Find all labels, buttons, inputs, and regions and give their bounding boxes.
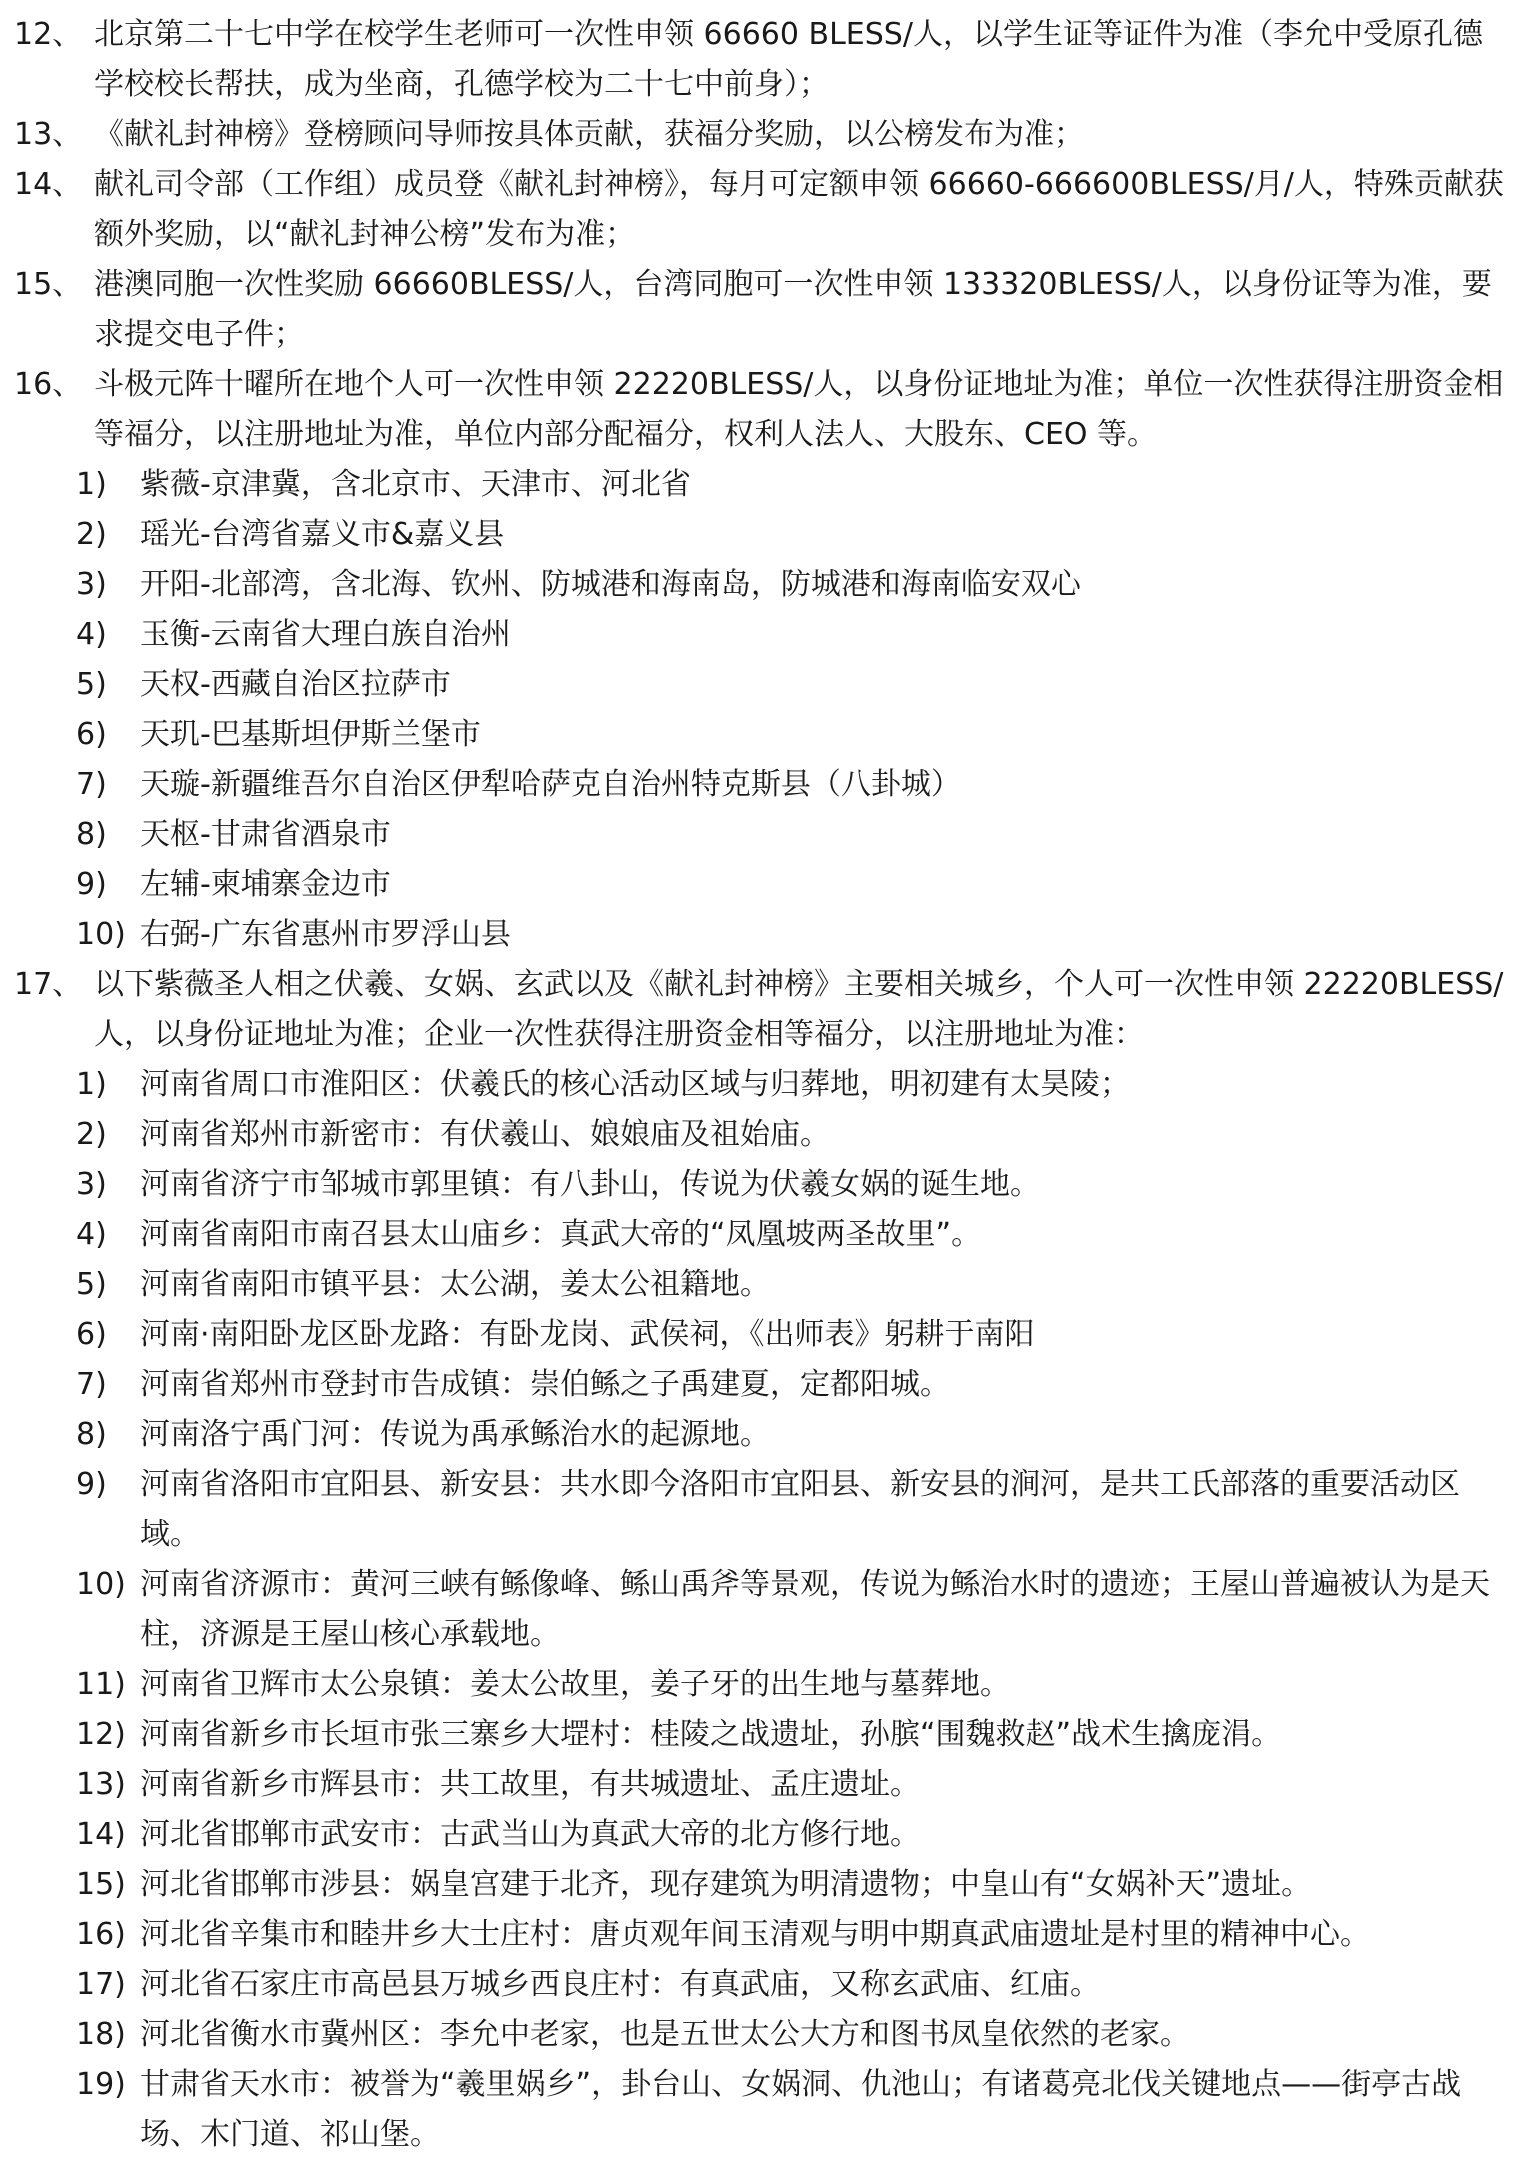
item-number: 15、 bbox=[14, 267, 83, 302]
sub-item-number: 16) bbox=[76, 1917, 126, 1952]
sub-item-text: 天枢-甘肃省酒泉市 bbox=[140, 817, 391, 852]
item-number: 16、 bbox=[14, 367, 83, 402]
sub-item-number: 13) bbox=[76, 1767, 126, 1802]
sub-item-number: 14) bbox=[76, 1817, 126, 1852]
sub-item-text: 河北省邯郸市涉县：娲皇宫建于北齐，现存建筑为明清遗物；中皇山有“女娲补天”遗址。 bbox=[140, 1867, 1312, 1902]
sub-list-item bbox=[14, 510, 1511, 560]
sub-item-number: 5) bbox=[76, 1267, 107, 1302]
sub-item-text: 左辅-柬埔寨金边市 bbox=[140, 867, 391, 902]
sub-list-item bbox=[14, 1260, 1511, 1310]
sub-item-text: 开阳-北部湾，含北海、钦州、防城港和海南岛，防城港和海南临安双心 bbox=[140, 567, 1081, 602]
sub-list-item bbox=[14, 1960, 1511, 2010]
sub-list-item bbox=[14, 660, 1511, 710]
sub-item-number: 12) bbox=[76, 1717, 126, 1752]
sub-item-text: 天玑-巴基斯坦伊斯兰堡市 bbox=[140, 717, 481, 752]
sub-item-text: 河南省洛阳市宜阳县、新安县：共水即今洛阳市宜阳县、新安县的涧河，是共工氏部落的重要活动区域。 bbox=[140, 1467, 1460, 1552]
item-text: 以下紫薇圣人相之伏羲、女娲、玄武以及《献礼封神榜》主要相关城乡，个人可一次性申领 22220BLESS/人，以身份证地址为准；企业一次性获得注册资金相等福分，以注册地址为准： bbox=[94, 967, 1504, 1052]
sub-item-number: 6) bbox=[76, 1317, 107, 1352]
sub-list-item bbox=[14, 1060, 1511, 1110]
sub-list-item bbox=[14, 860, 1511, 910]
sub-list-item bbox=[14, 1660, 1511, 1710]
sub-item-text: 河南省新乡市辉县市：共工故里，有共城遗址、孟庄遗址。 bbox=[140, 1767, 920, 1802]
sub-list-item bbox=[14, 910, 1511, 960]
sub-list-item bbox=[14, 560, 1511, 610]
sub-list-item bbox=[14, 2060, 1511, 2160]
sub-item-text: 河北省邯郸市武安市：古武当山为真武大帝的北方修行地。 bbox=[140, 1817, 920, 1852]
sub-item-number: 1) bbox=[76, 467, 107, 502]
sub-list-item bbox=[14, 2010, 1511, 2060]
sub-list-item bbox=[14, 1110, 1511, 1160]
sub-item-number: 3) bbox=[76, 567, 107, 602]
sub-item-number: 10) bbox=[76, 1567, 126, 1602]
sub-list-item bbox=[14, 1560, 1511, 1660]
sub-list-item bbox=[14, 1860, 1511, 1910]
sub-item-text: 右弼-广东省惠州市罗浮山县 bbox=[140, 917, 511, 952]
sub-item-number: 4) bbox=[76, 1217, 107, 1252]
item-text: 港澳同胞一次性奖励 66660BLESS/人，台湾同胞可一次性申领 133320BLESS/人，以身份证等为准，要求提交电子件； bbox=[94, 267, 1492, 352]
item-text: 斗极元阵十曜所在地个人可一次性申领 22220BLESS/人，以身份证地址为准；单位一次性获得注册资金相等福分，以注册地址为准，单位内部分配福分，权利人法人、大股东、CEO 等。 bbox=[94, 367, 1504, 452]
item-text: 北京第二十七中学在校学生老师可一次性申领 66660 BLESS/人，以学生证等证件为准（李允中受原孔德学校校长帮扶，成为坐商，孔德学校为二十七中前身）； bbox=[94, 17, 1483, 102]
sub-item-number: 1) bbox=[76, 1067, 107, 1102]
sub-item-number: 5) bbox=[76, 667, 107, 702]
sub-item-number: 8) bbox=[76, 817, 107, 852]
sub-item-text: 河南省南阳市南召县太山庙乡：真武大帝的“凤凰坡两圣故里”。 bbox=[140, 1217, 982, 1252]
sub-item-text: 河南省郑州市新密市：有伏羲山、娘娘庙及祖始庙。 bbox=[140, 1117, 830, 1152]
sub-item-text: 河北省石家庄市高邑县万城乡西良庄村：有真武庙，又称玄武庙、红庙。 bbox=[140, 1967, 1100, 2002]
sub-item-number: 7) bbox=[76, 1367, 107, 1402]
sub-item-number: 10) bbox=[76, 917, 126, 952]
sub-list-item bbox=[14, 1710, 1511, 1760]
sub-list-item bbox=[14, 1910, 1511, 1960]
sub-item-number: 6) bbox=[76, 717, 107, 752]
list-item-16 bbox=[14, 360, 1511, 460]
sub-list-item bbox=[14, 1310, 1511, 1360]
sub-item-text: 玉衡-云南省大理白族自治州 bbox=[140, 617, 511, 652]
sub-item-number: 15) bbox=[76, 1867, 126, 1902]
sub-item-text: 河北省衡水市冀州区：李允中老家，也是五世太公大方和图书凤皇依然的老家。 bbox=[140, 2017, 1190, 2052]
item-number: 14、 bbox=[14, 167, 83, 202]
sub-item-text: 河南洛宁禹门河：传说为禹承鲧治水的起源地。 bbox=[140, 1417, 770, 1452]
sub-item-text: 紫薇-京津冀，含北京市、天津市、河北省 bbox=[140, 467, 691, 502]
sub-list-17 bbox=[14, 1060, 1511, 2160]
sub-item-number: 9) bbox=[76, 867, 107, 902]
sub-list-item bbox=[14, 1210, 1511, 1260]
sub-item-number: 19) bbox=[76, 2067, 126, 2102]
sub-list-item bbox=[14, 1760, 1511, 1810]
sub-item-number: 4) bbox=[76, 617, 107, 652]
list-item-15 bbox=[14, 260, 1511, 360]
sub-item-text: 河南省周口市淮阳区：伏羲氏的核心活动区域与归葬地，明初建有太昊陵； bbox=[140, 1067, 1130, 1102]
sub-item-text: 河南·南阳卧龙区卧龙路：有卧龙岗、武侯祠，《出师表》躬耕于南阳 bbox=[140, 1317, 1035, 1352]
sub-item-text: 甘肃省天水市：被誉为“羲里娲乡”，卦台山、女娲洞、仇池山；有诸葛亮北伐关键地点——街亭古战场、木门道、祁山堡。 bbox=[140, 2067, 1462, 2152]
sub-item-text: 河南省南阳市镇平县：太公湖，姜太公祖籍地。 bbox=[140, 1267, 770, 1302]
sub-list-item bbox=[14, 610, 1511, 660]
sub-item-text: 河南省卫辉市太公泉镇：姜太公故里，姜子牙的出生地与墓葬地。 bbox=[140, 1667, 1010, 1702]
sub-list-item bbox=[14, 1810, 1511, 1860]
sub-item-text: 河南省济源市：黄河三峡有鲧像峰、鲧山禹斧等景观，传说为鲧治水时的遗迹；王屋山普遍被认为是天柱，济源是王屋山核心承载地。 bbox=[140, 1567, 1490, 1652]
sub-item-text: 天权-西藏自治区拉萨市 bbox=[140, 667, 451, 702]
sub-item-number: 2) bbox=[76, 1117, 107, 1152]
item-number: 13、 bbox=[14, 117, 83, 152]
sub-item-number: 8) bbox=[76, 1417, 107, 1452]
sub-item-number: 17) bbox=[76, 1967, 126, 2002]
sub-item-text: 河南省济宁市邹城市郭里镇：有八卦山，传说为伏羲女娲的诞生地。 bbox=[140, 1167, 1040, 1202]
sub-list-item bbox=[14, 810, 1511, 860]
sub-item-text: 河北省辛集市和睦井乡大士庄村：唐贞观年间玉清观与明中期真武庙遗址是村里的精神中心。 bbox=[140, 1917, 1370, 1952]
sub-list-item bbox=[14, 1460, 1511, 1560]
item-number: 17、 bbox=[14, 967, 83, 1002]
list-item-17 bbox=[14, 960, 1511, 1060]
sub-item-text: 瑶光-台湾省嘉义市&嘉义县 bbox=[140, 517, 505, 552]
sub-list-item bbox=[14, 710, 1511, 760]
sub-item-number: 3) bbox=[76, 1167, 107, 1202]
sub-item-text: 河南省郑州市登封市告成镇：崇伯鲧之子禹建夏，定都阳城。 bbox=[140, 1367, 950, 1402]
list-item-13 bbox=[14, 110, 1511, 160]
sub-list-item bbox=[14, 1160, 1511, 1210]
sub-list-item bbox=[14, 1360, 1511, 1410]
item-text: 献礼司令部（工作组）成员登《献礼封神榜》，每月可定额申领 66660-666600BLESS/月/人，特殊贡献获额外奖励，以“献礼封神公榜”发布为准； bbox=[94, 167, 1504, 252]
item-text: 《献礼封神榜》登榜顾问导师按具体贡献，获福分奖励，以公榜发布为准； bbox=[94, 117, 1084, 152]
sub-item-number: 2) bbox=[76, 517, 107, 552]
sub-list-item bbox=[14, 460, 1511, 510]
sub-item-number: 18) bbox=[76, 2017, 126, 2052]
sub-list-item bbox=[14, 760, 1511, 810]
item-number: 12、 bbox=[14, 17, 83, 52]
sub-item-number: 7) bbox=[76, 767, 107, 802]
sub-item-number: 11) bbox=[76, 1667, 126, 1702]
sub-list-16 bbox=[14, 460, 1511, 960]
sub-item-text: 河南省新乡市长垣市张三寨乡大堽村：桂陵之战遗址，孙膑“围魏救赵”战术生擒庞涓。 bbox=[140, 1717, 1282, 1752]
list-item-12 bbox=[14, 10, 1511, 110]
sub-item-number: 9) bbox=[76, 1467, 107, 1502]
sub-item-text: 天璇-新疆维吾尔自治区伊犁哈萨克自治州特克斯县（八卦城） bbox=[140, 767, 961, 802]
list-item-14 bbox=[14, 160, 1511, 260]
sub-list-item bbox=[14, 1410, 1511, 1460]
